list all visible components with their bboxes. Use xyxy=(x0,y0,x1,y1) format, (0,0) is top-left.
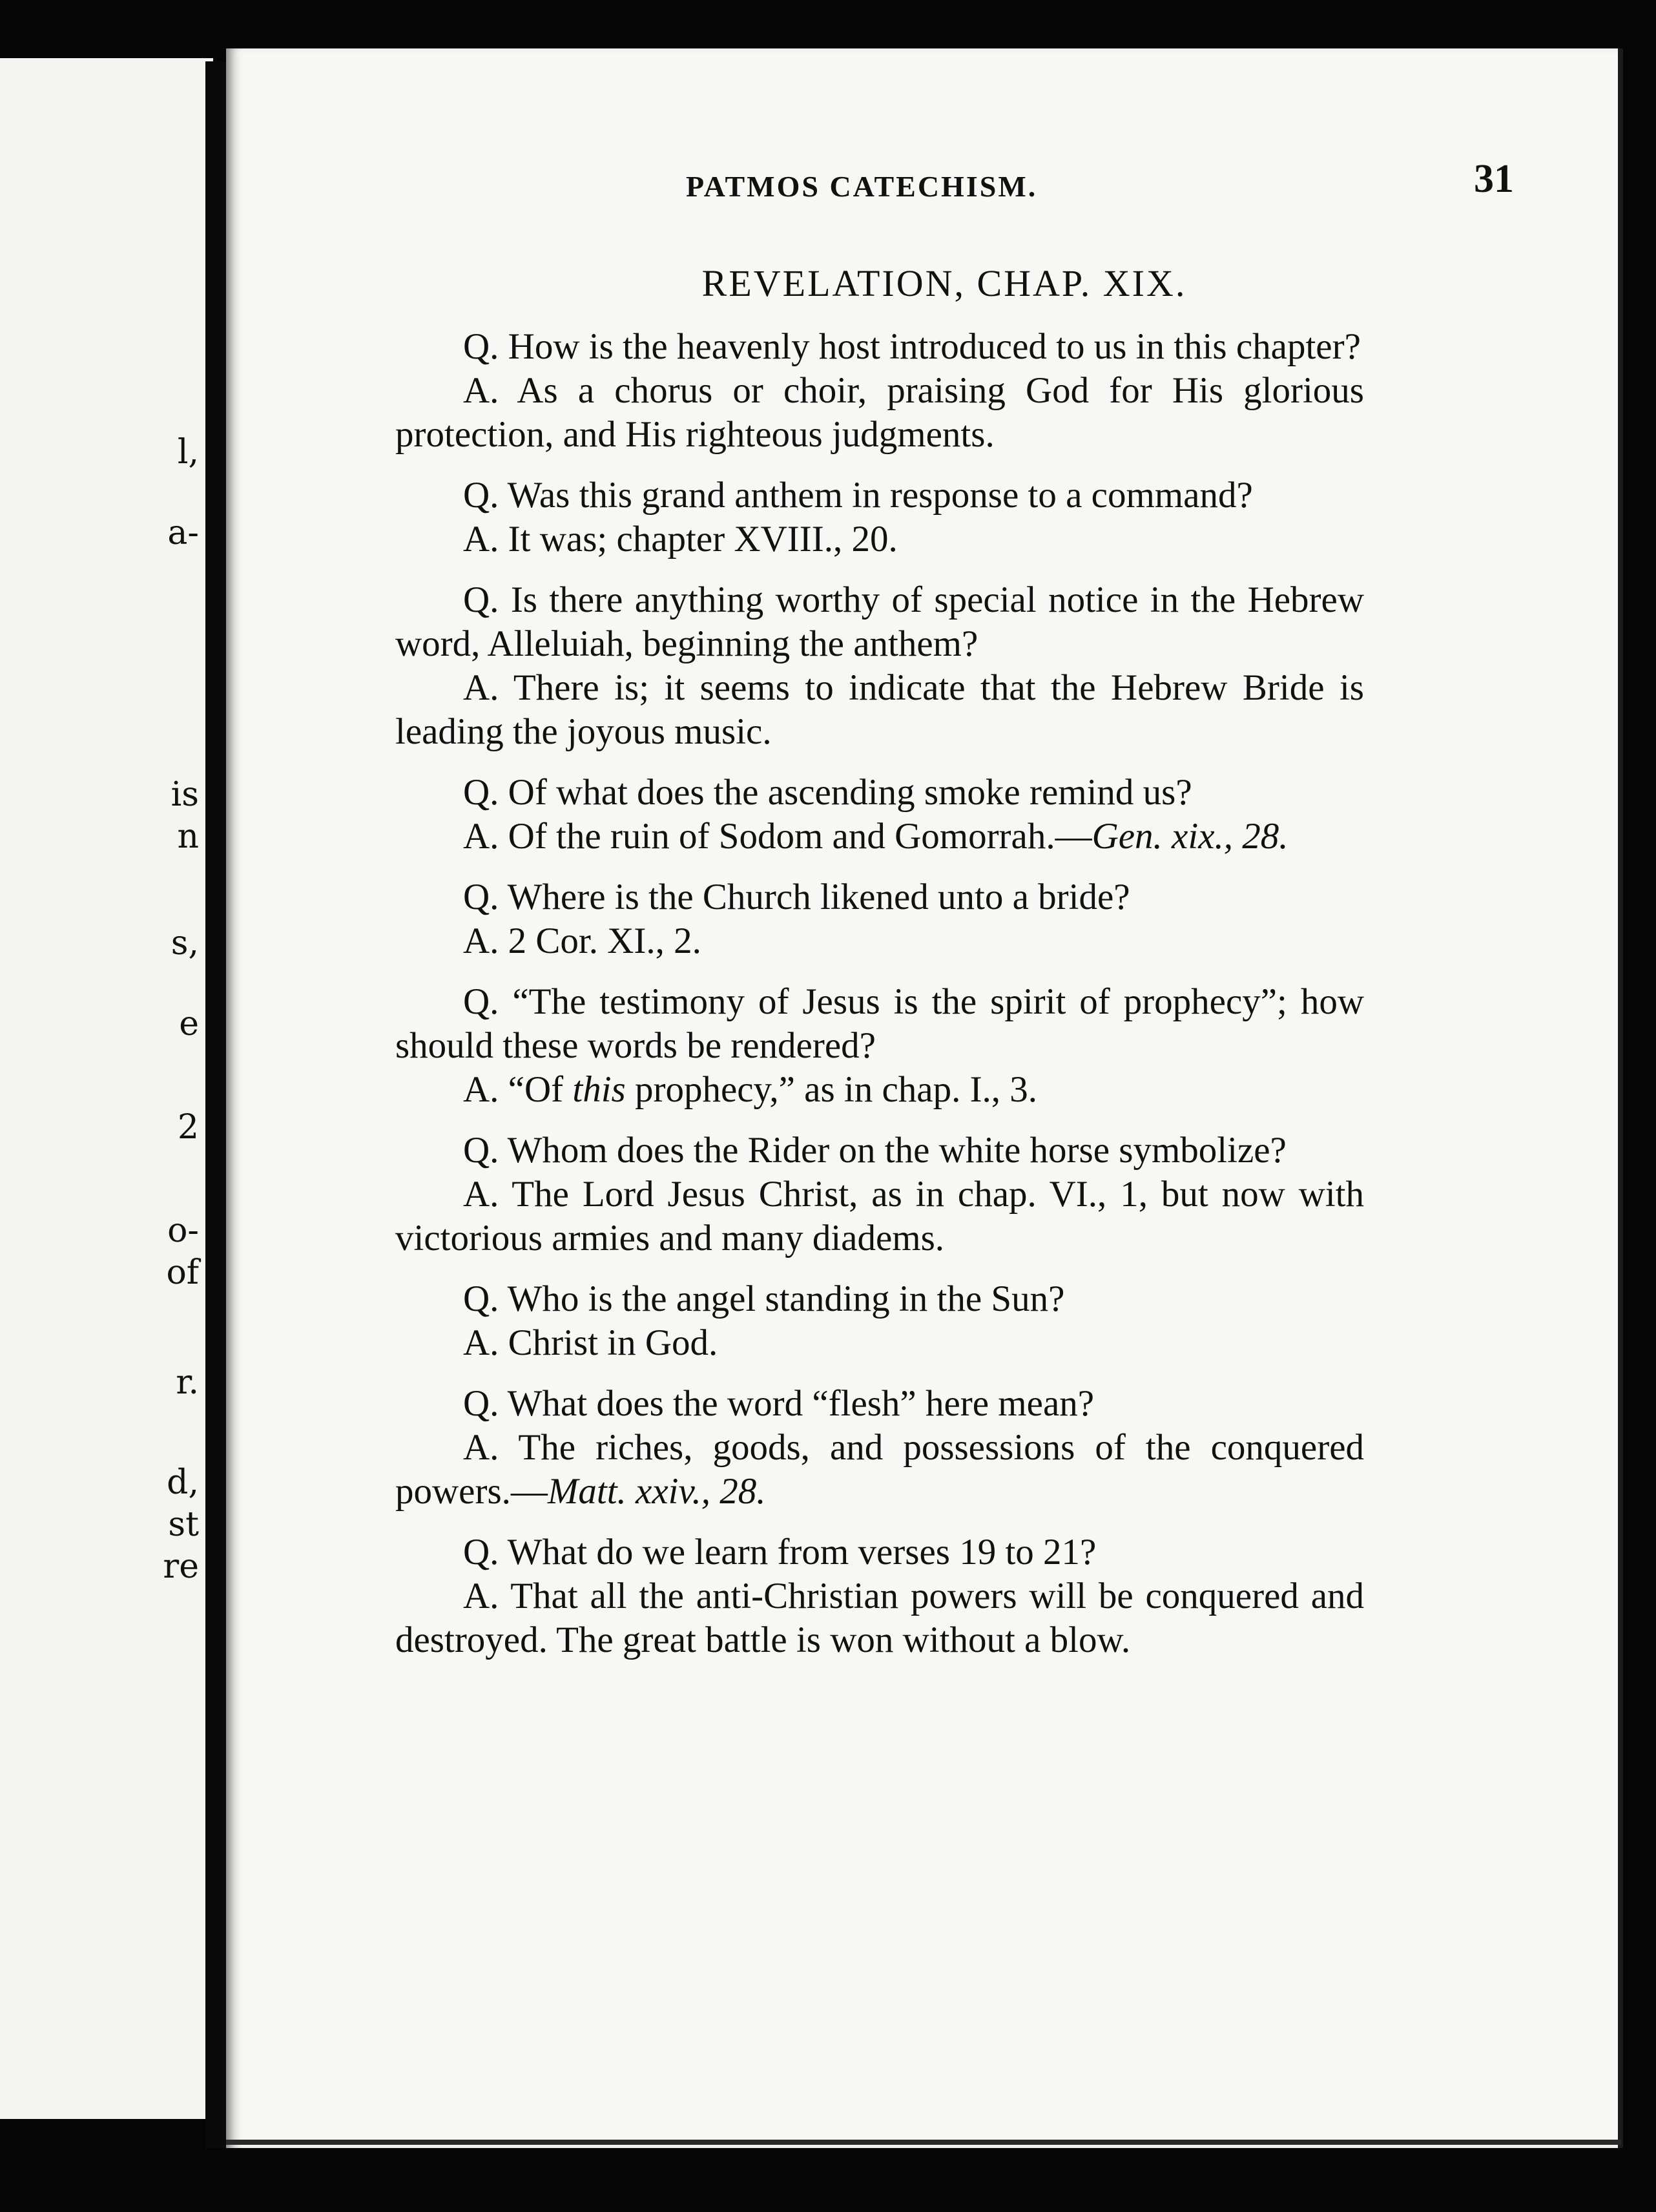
qa-entry xyxy=(395,771,1364,859)
answer xyxy=(395,1426,1364,1514)
qa-entry xyxy=(395,1530,1364,1662)
scripture-reference: Matt. xxiv., 28. xyxy=(547,1471,766,1512)
answer: A. Christ in God. xyxy=(463,1322,718,1363)
emphasis-word: this xyxy=(572,1069,626,1110)
question: Q. Where is the Church likened unto a bride? xyxy=(463,877,1130,917)
chapter-heading: REVELATION, CHAP. XIX. xyxy=(701,262,1187,304)
answer xyxy=(395,1068,1364,1112)
question: Q. Was this grand anthem in response to a command? xyxy=(463,475,1253,516)
qa-entry xyxy=(395,1382,1364,1514)
left-fragment: o- xyxy=(167,1211,199,1250)
scripture-reference: Gen. xix., 28. xyxy=(1092,816,1289,857)
qa-entry xyxy=(395,1129,1364,1260)
qa-entry xyxy=(395,325,1364,457)
left-fragment: s, xyxy=(171,924,199,963)
question: Q. Of what does the ascending smoke remind us? xyxy=(463,772,1192,813)
page-number: 31 xyxy=(1474,157,1514,201)
question: Q. Who is the angel standing in the Sun? xyxy=(463,1278,1065,1319)
left-fragment: of xyxy=(166,1253,199,1292)
qa-entry xyxy=(395,1277,1364,1365)
answer: A. There is; it seems to indicate that the Hebrew Bride is leading the joyous music. xyxy=(395,667,1364,752)
answer-text: A. “Of xyxy=(463,1069,573,1110)
answer: A. That all the anti-Christian powers will be conquered and destroyed. The great battle is won without a blow. xyxy=(395,1576,1364,1660)
left-fragment: d, xyxy=(167,1463,199,1502)
right-page xyxy=(226,48,1623,2148)
running-title: PATMOS CATECHISM. xyxy=(686,170,1038,203)
left-fragment: a- xyxy=(167,514,199,552)
answer: A. The Lord Jesus Christ, as in chap. VI., 1, but now with victorious armies and many diadems. xyxy=(395,1174,1364,1258)
qa-entry xyxy=(395,578,1364,754)
answer-text: A. Of the ruin of Sodom and Gomorrah.— xyxy=(463,816,1092,857)
qa-entry xyxy=(395,980,1364,1112)
answer: A. 2 Cor. XI., 2. xyxy=(463,921,701,961)
question: Q. Whom does the Rider on the white horse symbolize? xyxy=(463,1130,1287,1171)
answer: A. As a chorus or choir, praising God for His glorious protection, and His righteous judgments. xyxy=(395,370,1364,455)
answer-text: prophecy,” as in chap. I., 3. xyxy=(625,1069,1038,1110)
answer: A. It was; chapter XVIII., 20. xyxy=(463,519,898,559)
left-fragment: is xyxy=(171,775,199,814)
left-page-text-fragments xyxy=(0,58,213,2119)
page-bottom-edge xyxy=(226,2140,1621,2145)
left-fragment: e xyxy=(179,1005,199,1043)
question: Q. What does the word “flesh” here mean? xyxy=(463,1383,1095,1424)
question: Q. Is there anything worthy of special notice in the Hebrew word, Alleluiah, beginning the anthem? xyxy=(395,579,1364,664)
left-fragment: 2 xyxy=(177,1108,199,1147)
running-head xyxy=(395,157,1597,216)
question: Q. “The testimony of Jesus is the spirit of prophecy”; how should these words be rendered? xyxy=(395,981,1364,1066)
question: Q. What do we learn from verses 19 to 21? xyxy=(463,1532,1097,1572)
left-fragment: n xyxy=(177,817,199,856)
left-fragment: l, xyxy=(177,433,199,472)
left-fragment: st xyxy=(168,1505,199,1544)
left-fragment: re xyxy=(163,1547,199,1586)
answer-text: A. The riches, goods, and possessions of the conquered powers.— xyxy=(395,1427,1364,1512)
question: Q. How is the heavenly host introduced to us in this chapter? xyxy=(463,326,1361,367)
left-facing-page xyxy=(0,58,213,2119)
page-content xyxy=(395,157,1597,1670)
left-fragment: r. xyxy=(176,1363,199,1402)
answer xyxy=(395,815,1364,859)
qa-entry xyxy=(395,474,1364,561)
qa-entry xyxy=(395,875,1364,963)
